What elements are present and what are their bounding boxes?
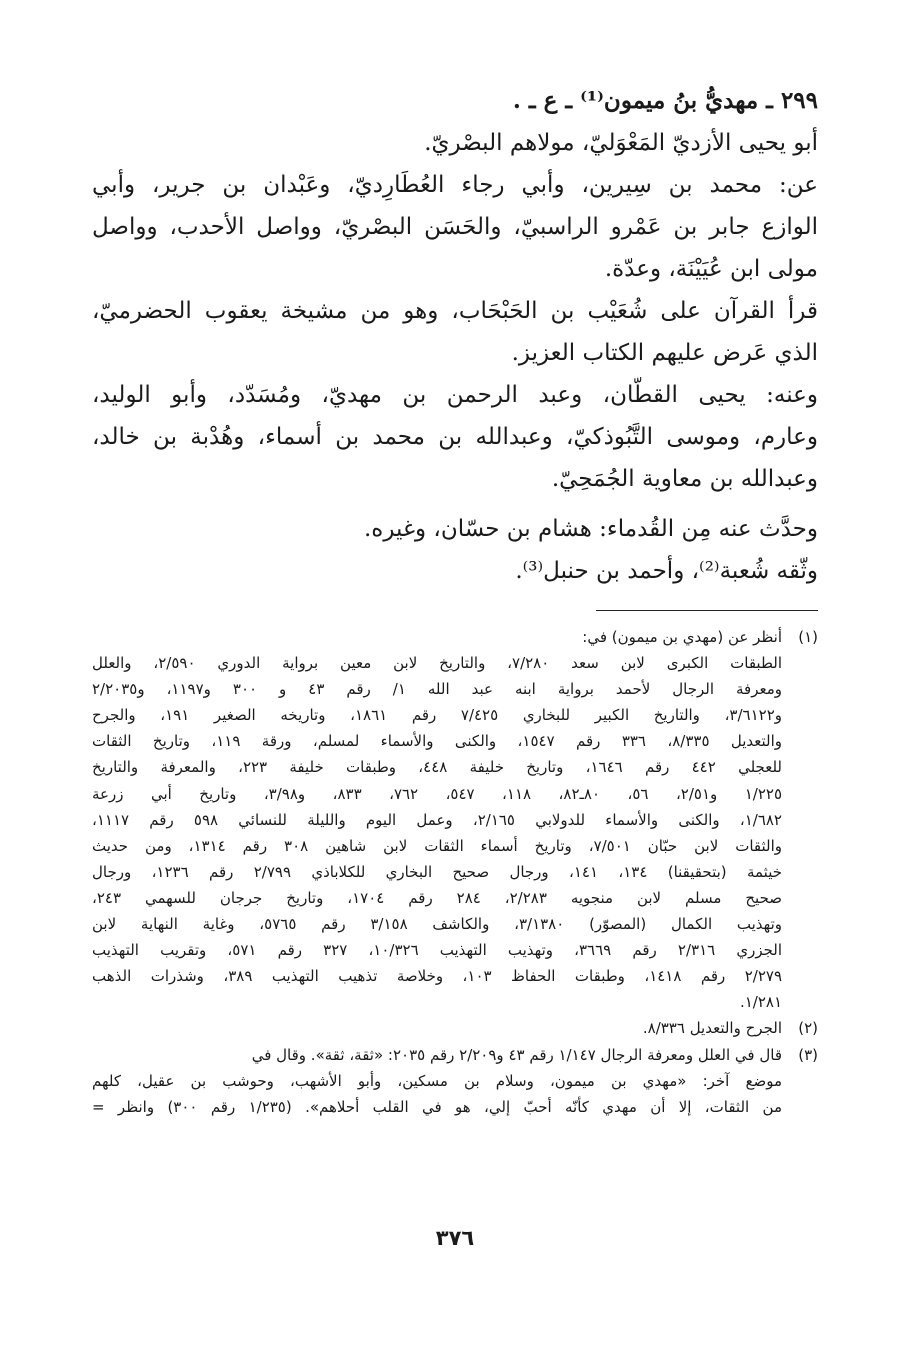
entry-line: الذي عَرض عليهم الكتاب العزيز. <box>511 340 818 366</box>
footnote-3 <box>92 1042 818 1120</box>
footnote-number: (١) <box>798 628 818 646</box>
footnote-line: ١/٢٢٥ و٢/٥١، ٥٦، ٨٠ـ٨٢، ١١٨، ٥٤٧، ٧٦٢، ٨٣٣، و٣/٩٨، وتاريخ أبي زرعة <box>92 784 783 803</box>
footnote-1 <box>92 624 818 1015</box>
entry-line: وعارم، وموسى التَّبُوذكيّ، وعبدالله بن محمد بن أسماء، وهُدْبة بن خالد، <box>92 424 818 450</box>
entry-line: وعبدالله بن معاوية الجُمَحِيّ. <box>551 466 818 492</box>
footnote-line: موضع آخر: «مهدي بن ميمون، وسلام بن مسكين، وأبو الأشهب، وحوشب بن عقيل، كلهم <box>92 1071 782 1090</box>
main-text <box>92 80 818 592</box>
entry-line: أبو يحيى الأزديّ المَعْوَليّ، مولاهم البصْريّ. <box>424 130 818 156</box>
footnote-line: من الثقات، إلا أن مهدي كأنّه أحبّ إلي، هو في القلب أحلاهم». (١/٢٣٥ رقم ٣٠٠) وانظر = <box>92 1097 783 1116</box>
footnote-line: أنظر عن (مهدي بن ميمون) في: <box>582 628 782 646</box>
entry-heading: ٢٩٩ ـ مهديُّ بنُ ميمون⁽¹⁾ ـ ع ـ . <box>512 87 818 114</box>
footnote-line: الجرح والتعديل ٨/٣٣٦. <box>642 1019 782 1038</box>
footnote-line: الجزري ٢/٣١٦ رقم ٣٦٦٩، وتهذيب التهذيب ١٠/٣٢٦، ٣٢٧ رقم ٥٧١، وتقريب التهذيب <box>92 941 783 960</box>
footnote-line: قال في العلل ومعرفة الرجال ١/١٤٧ رقم ٤٣ و٢/٢٠٩ رقم ٢٠٣٥: «ثقة، ثقة». وقال في <box>251 1045 782 1064</box>
footnote-separator <box>596 610 818 611</box>
footnote-line: ١/٢٨١. <box>739 993 782 1012</box>
footnote-line: ١/٦٨٢، والكنى والأسماء للدولابي ٢/١٦٥، وعمل اليوم والليلة للنسائي ٥٩٨ رقم ١١١٧، <box>92 810 782 829</box>
footnote-line: و٣/٦١٢٢، والتاريخ الكبير للبخاري ٧/٤٢٥ رقم ١٨٦١، وتاريخه الصغير ١٩١، والجرح <box>92 706 783 725</box>
footnote-line: والتعديل ٨/٣٣٥، ٣٣٦ رقم ١٥٤٧، والكنى والأسماء لمسلم، ورقة ١١٩، وتاريخ الثقات <box>92 732 783 751</box>
footnote-line: صحيح مسلم لابن منجويه ٢/٢٨٣، ٢٨٤ رقم ١٧٠٤، وتاريخ جرجان للسهمي ٢٤٣، <box>92 888 782 907</box>
entry-line: عن: محمد بن سِيرين، وأبي رجاء العُطَارِديّ، وعَبْدان بن جرير، وأبي <box>92 172 818 198</box>
footnote-line: ٢/٢٧٩ رقم ١٤١٨، وطبقات الحفاظ ١٠٣، وخلاصة تذهيب التهذيب ٣٨٩، وشذرات الذهب <box>92 967 782 986</box>
entry-line: وحدَّث عنه مِن القُدماء: هشام بن حسّان، وغيره. <box>363 516 818 542</box>
footnote-number: (٣) <box>798 1045 818 1064</box>
entry-line: قرأ القرآن على شُعَيْب بن الحَبْحَاب، وهو من مشيخة يعقوب الحضرميّ، <box>92 298 818 324</box>
footnote-2 <box>92 1015 818 1041</box>
footnote-line: الطبقات الكبرى لابن سعد ٧/٢٨٠، والتاريخ لابن معين برواية الدوري ٢/٥٩٠، والعلل <box>92 654 782 673</box>
entry-line: وثّقه شُعبة⁽²⁾، وأحمد بن حنبل⁽³⁾. <box>515 558 818 584</box>
footnote-line: للعجلي ٤٤٢ رقم ١٦٤٦، وتاريخ خليفة ٤٤٨، وطبقات خليفة ٢٢٣، والمعرفة والتاريخ <box>92 758 782 777</box>
footnote-line: والثقات لابن حبّان ٧/٥٠١، وتاريخ أسماء الثقات لابن شاهين ٣٠٨ رقم ١٣١٤، ومن حديث <box>92 836 783 855</box>
entry-line: وعنه: يحيى القطّان، وعبد الرحمن بن مهديّ، ومُسَدّد، وأبو الوليد، <box>92 382 818 408</box>
entry-line: الوازع جابر بن عَمْرو الراسبيّ، والحَسَن البصْريّ، وواصل الأحدب، وواصل <box>92 214 818 240</box>
footnote-line: ومعرفة الرجال لأحمد برواية ابنه عبد الله ١/ رقم ٤٣ و ٣٠٠ و١١٩٧، و٢/٢٠٣٥ <box>92 680 782 699</box>
page-number: ٣٧٦ <box>435 1226 475 1250</box>
footnote-line: خيثمة (بتحقيقنا) ١٣٤، ١٤١، ورجال صحيح البخاري للكلاباذي ٢/٧٩٩ رقم ١٢٣٦، ورجال <box>92 862 782 881</box>
footnote-line: وتهذيب الكمال (المصوّر) ٣/١٣٨٠، والكاشف ٣/١٥٨ رقم ٥٧٦٥، وغاية النهاية لابن <box>92 915 783 934</box>
footnotes <box>92 624 818 1120</box>
footnote-number: (٢) <box>798 1019 818 1038</box>
entry-line: مولى ابن عُيَيْنَة، وعدّة. <box>604 256 818 282</box>
